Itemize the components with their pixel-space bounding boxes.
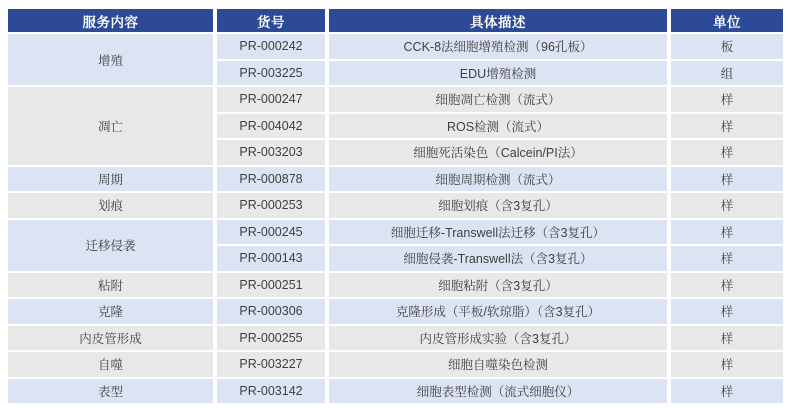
- header-catalog-number: 货号: [217, 9, 325, 32]
- desc-cell: 细胞周期检测（流式）: [329, 167, 667, 192]
- unit-cell: 样: [671, 326, 783, 351]
- service-group-cell: 划痕: [8, 193, 213, 218]
- sku-cell: PR-000143: [217, 246, 325, 271]
- unit-cell: 样: [671, 167, 783, 192]
- service-group-cell: 粘附: [8, 273, 213, 298]
- unit-cell: 样: [671, 379, 783, 404]
- sku-cell: PR-004042: [217, 114, 325, 139]
- sku-cell: PR-000253: [217, 193, 325, 218]
- header-service-content: 服务内容: [8, 9, 213, 32]
- service-group-cell: 凋亡: [8, 87, 213, 165]
- desc-cell: 细胞表型检测（流式细胞仪）: [329, 379, 667, 404]
- desc-cell: 细胞自噬染色检测: [329, 352, 667, 377]
- header-description: 具体描述: [329, 9, 667, 32]
- unit-cell: 样: [671, 114, 783, 139]
- unit-cell: 样: [671, 193, 783, 218]
- service-group-cell: 迁移侵袭: [8, 220, 213, 271]
- services-table: [8, 9, 783, 403]
- unit-cell: 板: [671, 34, 783, 59]
- desc-cell: 细胞迁移-Transwell法迁移（含3复孔）: [329, 220, 667, 245]
- sku-cell: PR-000245: [217, 220, 325, 245]
- unit-cell: 样: [671, 352, 783, 377]
- service-group-cell: 自噬: [8, 352, 213, 377]
- sku-cell: PR-003227: [217, 352, 325, 377]
- sku-cell: PR-000878: [217, 167, 325, 192]
- sku-cell: PR-003203: [217, 140, 325, 165]
- desc-cell: 细胞划痕（含3复孔）: [329, 193, 667, 218]
- sku-cell: PR-003142: [217, 379, 325, 404]
- desc-cell: 克隆形成（平板/软琼脂）（含3复孔）: [329, 299, 667, 324]
- desc-cell: 细胞凋亡检测（流式）: [329, 87, 667, 112]
- unit-cell: 组: [671, 61, 783, 86]
- unit-cell: 样: [671, 140, 783, 165]
- desc-cell: 细胞死活染色（Calcein/PI法）: [329, 140, 667, 165]
- header-unit: 单位: [671, 9, 783, 32]
- desc-cell: CCK-8法细胞增殖检测（96孔板）: [329, 34, 667, 59]
- table-header-row: [8, 9, 783, 32]
- sku-cell: PR-000247: [217, 87, 325, 112]
- unit-cell: 样: [671, 299, 783, 324]
- desc-cell: 细胞粘附（含3复孔）: [329, 273, 667, 298]
- service-group-cell: 周期: [8, 167, 213, 192]
- service-group-cell: 表型: [8, 379, 213, 404]
- sku-cell: PR-000306: [217, 299, 325, 324]
- sku-cell: PR-000242: [217, 34, 325, 59]
- table-body: [8, 34, 783, 403]
- unit-cell: 样: [671, 220, 783, 245]
- service-group-cell: 克隆: [8, 299, 213, 324]
- sku-cell: PR-000251: [217, 273, 325, 298]
- sku-cell: PR-000255: [217, 326, 325, 351]
- service-group-cell: 内皮管形成: [8, 326, 213, 351]
- desc-cell: ROS检测（流式）: [329, 114, 667, 139]
- service-group-cell: 增殖: [8, 34, 213, 85]
- desc-cell: 细胞侵袭-Transwell法（含3复孔）: [329, 246, 667, 271]
- sku-cell: PR-003225: [217, 61, 325, 86]
- desc-cell: 内皮管形成实验（含3复孔）: [329, 326, 667, 351]
- unit-cell: 样: [671, 87, 783, 112]
- unit-cell: 样: [671, 273, 783, 298]
- unit-cell: 样: [671, 246, 783, 271]
- desc-cell: EDU增殖检测: [329, 61, 667, 86]
